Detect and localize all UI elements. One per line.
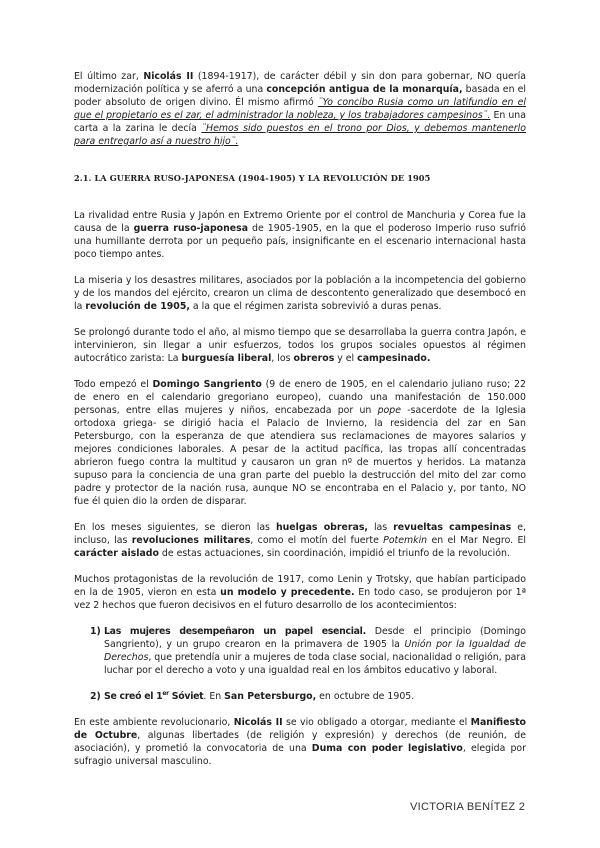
bold-text: Duma con poder legislativo xyxy=(311,743,463,754)
text: En este ambiente revolucionario, xyxy=(74,717,234,728)
bold-text: revueltas campesinas xyxy=(393,522,512,533)
bold-text: Se creó el 1 xyxy=(104,691,163,702)
text: e, incluso, las xyxy=(74,522,526,546)
bold-text: guerra ruso-japonesa xyxy=(133,223,249,234)
text: se vio obligado a otorgar, mediante el xyxy=(282,717,471,728)
document-body xyxy=(74,70,526,768)
text: . En xyxy=(203,691,225,702)
text: las xyxy=(367,522,394,533)
bold-text: carácter aislado xyxy=(74,548,159,559)
text: En una carta a la zarina le decía xyxy=(74,110,526,134)
text: En todo caso, se produjeron por 1ª vez 2 hechos que fueron decisivos en el futuro desarrollo de los acontecimientos: xyxy=(74,587,526,611)
bold-text: revolución de 1905, xyxy=(85,301,190,312)
section-heading: 2.1. LA GUERRA RUSO-JAPONESA (1904-1905) Y LA REVOLUCIÓN DE 1905 xyxy=(74,173,431,183)
bold-text: revoluciones militares xyxy=(131,535,251,546)
text: -sacerdote de la Iglesia ortodoxa griega- se dirigió hacia el Palacio de Invierno, la residencia del zar en San Petersburgo, con la esperanza de que atendiera sus reclamaciones de mayores salarios y mejores condiciones laborales. A pesar de la actitud pacífica, las tropas allí concentradas abrieron fuego contra la multitud y causaron un gran nº de muertos y heridos. La matanza supuso para la conciencia de una gran parte del pueblo la destrucción del mito del zar como padre y protector de la nación rusa, aunque NO se encontraba en el Palacio y, por tanto, NO fue él quien dio la orden de disparar. xyxy=(74,405,526,507)
paragraph-prolongo xyxy=(74,326,526,365)
bold-text: un modelo y precedente. xyxy=(220,587,355,598)
text: , como el motín del fuerte xyxy=(250,535,384,546)
text: en el Mar Negro. El xyxy=(427,535,526,546)
text: Todo empezó el xyxy=(74,379,153,390)
bold-text: campesinado. xyxy=(357,353,431,364)
italic-text: pope xyxy=(377,405,401,416)
list-number: 1) xyxy=(90,626,101,637)
list-number: 2) xyxy=(90,691,101,702)
text: en octubre de 1905. xyxy=(316,691,415,702)
text: y el xyxy=(334,353,358,364)
paragraph-nicolas-ii xyxy=(74,70,526,148)
bold-text: Nicolás II xyxy=(143,71,194,82)
text: La rivalidad entre Rusia y Japón en Extremo Oriente por el control de Manchuria y Corea fue la causa de la xyxy=(74,210,526,234)
quote-underlined: ¨Hemos sido puestos en el trono por Dios, y debemos mantenerlo para entregarlo así a nuestro hijo¨. xyxy=(74,123,526,147)
paragraph-miseria xyxy=(74,274,526,313)
quote-underlined: ¨Yo concibo Rusia como un latifundio en el que el propietario es el zar, el administrador la nobleza, y los trabajadores campesinos¨. xyxy=(74,97,527,121)
bold-text: burguesía liberal xyxy=(181,353,272,364)
bold-text: huelgas obreras, xyxy=(275,522,368,533)
text: La miseria y los desastres militares, asociados por la población a la incompetencia del gobierno y de los mandos del ejército, crearon un clima de descontento generalizado que desembocó en la xyxy=(74,275,526,312)
paragraph-domingo-sangriento xyxy=(74,378,526,508)
bold-text: obreros xyxy=(293,353,335,364)
numbered-list xyxy=(74,625,526,703)
text: (1894-1917), de carácter débil y sin don para gobernar, NO quería modernización política y se aferró a una xyxy=(74,71,527,95)
page-footer: VICTORIA BENÍTEZ 2 xyxy=(410,801,526,813)
text: (9 de enero de 1905, en el calendario juliano ruso; 22 de enero en el calendario gregoriano europeo), cuando una manifestación de 150.000 personas, entre ellas mujeres y niños, encabezada por un xyxy=(74,379,526,416)
text: Muchos protagonistas de la revolución de 1917, como Lenin y Trotsky, que habían participado en la de 1905, vieron en esta xyxy=(74,574,526,598)
text: , los xyxy=(271,353,294,364)
list-item xyxy=(74,690,526,703)
italic-text: Potemkin xyxy=(383,535,428,546)
superscript: er xyxy=(162,689,169,697)
text: de estas actuaciones, sin coordinación, impidió el triunfo de la revolución. xyxy=(158,548,510,559)
list-item xyxy=(74,625,526,677)
bold-text: Nicolás II xyxy=(233,717,283,728)
text: Desde el principio (Domingo Sangriento), y un grupo crearon en la primavera de 1905 la xyxy=(104,626,526,650)
text: a la que el régimen zarista sobrevivió a duras penas. xyxy=(189,301,442,312)
text: En los meses siguientes, se dieron las xyxy=(74,522,276,533)
paragraph-protagonistas xyxy=(74,573,526,612)
bold-text: Domingo Sangriento xyxy=(152,379,262,390)
bold-text: concepción antigua de la monarquía, xyxy=(266,84,463,95)
paragraph-guerra xyxy=(74,209,526,261)
text: , que pretendía unir a mujeres de toda clase social, nacionalidad o religión, para luchar por el derecho a voto y una igualdad real en los ámbitos educativo y laboral. xyxy=(104,652,526,676)
text: Se prolongó durante todo el año, al mismo tiempo que se desarrollaba la guerra contra Japón, e intervinieron, sin llegar a unir esfuerzos, todos los grupos sociales opuestos al régimen autocrático zarista: La xyxy=(74,327,526,364)
text: El último zar, xyxy=(74,71,144,82)
text: basada en el poder absoluto de origen divino. Él mismo afirmó xyxy=(74,84,527,108)
italic-text: Unión por la Igualdad de Derechos xyxy=(104,639,526,663)
bold-text: Sóviet xyxy=(168,691,204,702)
bold-text: Manifiesto de Octubre xyxy=(74,717,526,741)
bold-text: Las mujeres desempeñaron un papel esencial. xyxy=(104,626,366,637)
paragraph-ambiente-revolucionario xyxy=(74,716,526,768)
text: de 1905-1905, en la que el poderoso Imperio ruso sufrió una humillante derrota por un pequeño país, insignificante en el escenario internacional hasta poco tiempo antes. xyxy=(74,223,526,260)
paragraph-meses-siguientes xyxy=(74,521,526,560)
bold-text: San Petersburgo, xyxy=(224,691,317,702)
text: , elegida por sufragio universal masculino. xyxy=(74,743,526,767)
text: , algunas libertades (de religión y expresión) y derechos (de reunión, de asociación), y prometió la convocatoria de una xyxy=(74,730,527,754)
